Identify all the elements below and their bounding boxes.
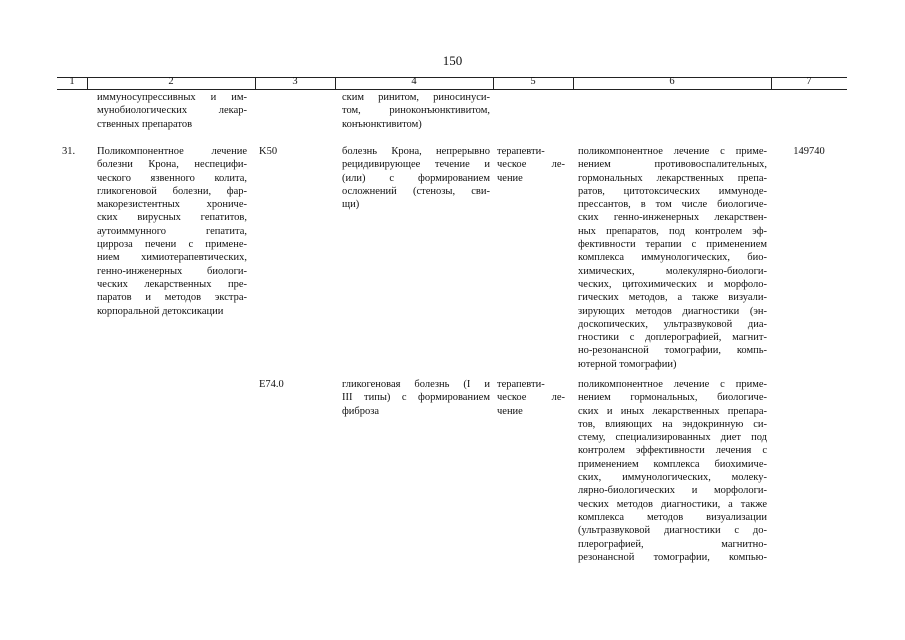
text-line: генно-инженерных биологи-	[97, 265, 247, 277]
text-line: поликомпонентное лечение с приме-	[578, 379, 767, 390]
text-line: фиброза	[342, 405, 380, 417]
text-line: чение	[497, 405, 523, 417]
text-line: конъюнктивитом)	[342, 118, 422, 130]
text-line: болезни Крона, неспецифи-	[97, 159, 247, 171]
text-line: иммуносупрессивных и им-	[97, 92, 247, 103]
text-line: ческих лекарственных пре-	[97, 278, 247, 290]
text-line: гических методов, а также визуали-	[578, 292, 767, 304]
text-line: корпоральной детоксикации	[97, 305, 224, 317]
text-line: применением комплекса биохимиче-	[578, 458, 767, 470]
text-line: ским ринитом, риносинуси-	[342, 92, 490, 103]
text-line: (или) с формированием	[342, 172, 490, 184]
text-line: комплекса иммунологических, био-	[578, 252, 767, 264]
text-line: доскопических, ультразвуковой диа-	[578, 318, 767, 330]
text-line: стему, специализированных диет под	[578, 432, 767, 444]
text-line: фективности терапии с применением	[578, 239, 767, 251]
text-line: лярно-биологических и морфологи-	[578, 485, 767, 497]
text-line: комплекса методов визуализации	[578, 511, 767, 523]
price: 149740	[793, 146, 825, 157]
text-line: (ультразвуковой диагностики с до-	[578, 525, 767, 537]
text-line: ческих, цитохимических и морфоло-	[578, 278, 767, 290]
text-line: терапевти-	[497, 146, 545, 157]
treatment-method	[578, 378, 767, 564]
text-line: химических, молекулярно-биологи-	[578, 265, 767, 277]
treatment-type	[497, 378, 565, 418]
text-line: ских, иммунологических, молеку-	[578, 472, 767, 484]
diagnosis-code: K50	[259, 146, 278, 157]
text-line: паратов и методов экстра-	[97, 292, 247, 304]
text-line: ратов, цитотоксических иммуноде-	[578, 185, 767, 197]
text-line: зирующих методов диагностики (эн-	[578, 305, 767, 317]
column-header: 1	[69, 76, 75, 87]
column-header: 3	[292, 76, 298, 87]
text-line: щи)	[342, 199, 360, 211]
continuation-model	[342, 91, 490, 131]
text-line: ческого язвенного колита,	[97, 172, 247, 184]
text-line: гностики с доплерографией, магнит-	[578, 332, 767, 344]
treatment-type	[497, 145, 565, 185]
text-line: ческое ле-	[497, 392, 565, 404]
text-line: цирроза печени с примене-	[97, 239, 247, 251]
diagnosis-code: E74.0	[259, 379, 284, 390]
treatment-name	[97, 145, 247, 318]
column-header: 2	[168, 76, 174, 87]
text-line: ских генно-инженерных лекарствен-	[578, 212, 767, 224]
text-line: макорезистентных хрониче-	[97, 199, 247, 211]
text-line: Поликомпонентное лечение	[97, 146, 247, 157]
column-header: 6	[669, 76, 675, 87]
column-header: 5	[530, 76, 536, 87]
text-line: мунобиологических лекар-	[97, 105, 247, 117]
text-line: ютерной томографии)	[578, 358, 677, 370]
text-line: гликогеновая болезнь (I и	[342, 379, 490, 390]
text-line: ственных препаратов	[97, 118, 193, 130]
patient-model	[342, 378, 490, 418]
text-line: ских и иных лекарственных препара-	[578, 405, 767, 417]
treatment-method	[578, 145, 767, 371]
continuation-name	[97, 91, 247, 131]
text-line: ческое ле-	[497, 159, 565, 171]
text-line: осложнений (стенозы, сви-	[342, 185, 490, 197]
text-line: резонансной томографии, компью-	[578, 551, 767, 563]
text-line: нием химиотерапевтических,	[97, 252, 247, 264]
text-line: нением гормональных, биологиче-	[578, 392, 767, 404]
text-line: ных препаратов, под контролем эф-	[578, 225, 767, 237]
text-line: контролем эффективности лечения с	[578, 445, 767, 457]
text-line: болезнь Крона, непрерывно	[342, 146, 490, 157]
text-line: тов, влияющих на эндокринную си-	[578, 418, 767, 430]
text-line: поликомпонентное лечение с приме-	[578, 146, 767, 157]
text-line: плерографией, магнитно-	[578, 538, 767, 550]
text-line: гормональных лекарственных препа-	[578, 172, 767, 184]
column-header: 4	[411, 76, 417, 87]
text-line: прессантов, в том числе биологиче-	[578, 199, 767, 211]
text-line: том, риноконъюнктивитом,	[342, 105, 490, 117]
text-line: III типы) с формированием	[342, 392, 490, 404]
text-line: ских вирусных гепатитов,	[97, 212, 247, 224]
text-line: гликогеновой болезни, фар-	[97, 185, 247, 197]
text-line: нением противовоспалительных,	[578, 159, 767, 171]
text-line: аутоиммунного гепатита,	[97, 225, 247, 237]
text-line: рецидивирующее течение и	[342, 159, 490, 171]
page-number: 150	[442, 53, 463, 68]
patient-model	[342, 145, 490, 211]
text-line: терапевти-	[497, 379, 545, 390]
text-line: чение	[497, 172, 523, 184]
text-line: ческих методов диагностики, а также	[578, 498, 767, 510]
text-line: но-резонансной томографии, компь-	[578, 345, 767, 357]
header-bottom-rule	[57, 89, 847, 90]
row-number: 31.	[62, 146, 76, 157]
column-header: 7	[806, 76, 812, 87]
